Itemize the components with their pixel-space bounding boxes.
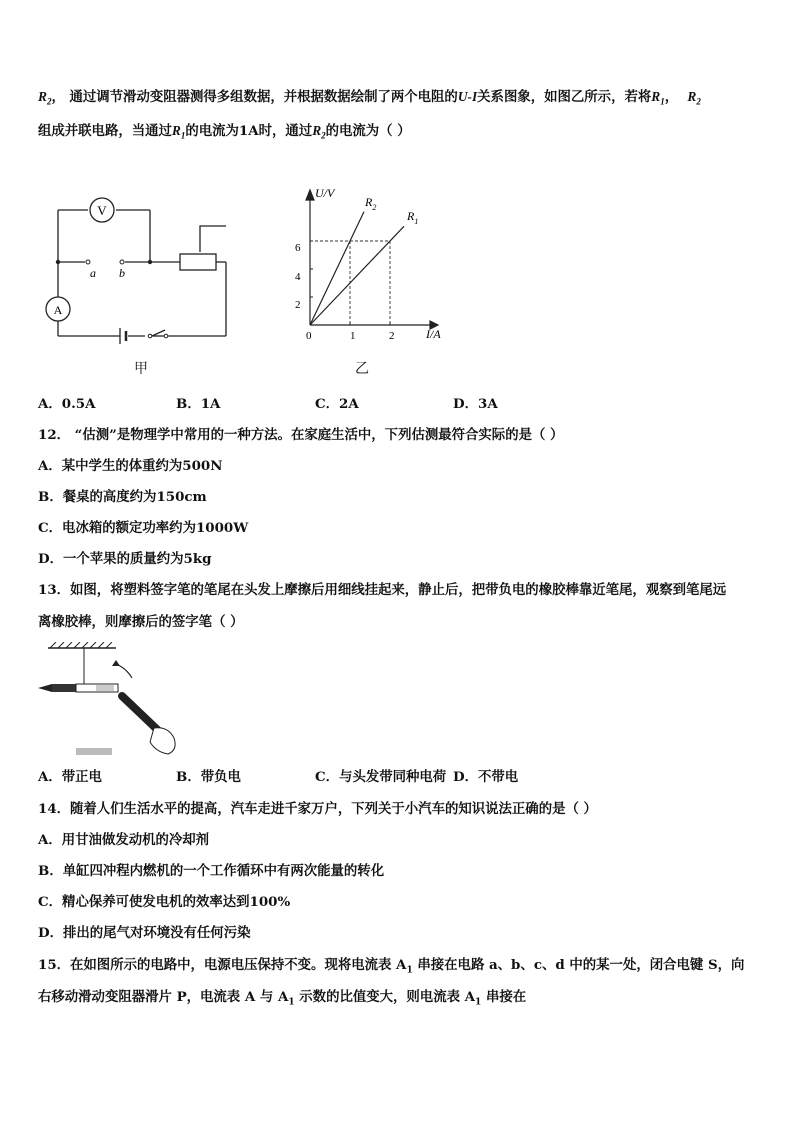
q11-line1: $R_2$， 通过调节滑动变阻器测得多组数据，并根据数据绘制了两个电阻的U-I关系图象，如图乙所示，若将$R_1$， $R_2$ — [38, 89, 701, 107]
fig-caption-jia: 甲 — [134, 361, 148, 377]
q14-option-d[interactable]: D．排出的尾气对环境没有任何污染 — [38, 925, 251, 941]
q13-stem-line2: 离橡胶棒，则摩擦后的签字笔（ ） — [38, 614, 244, 630]
q15-line2: 右移动滑动变阻器滑片 P，电流表 A 与 $A_1$ 示数的比值变大，则电流表 $A_1$ 串接在 — [38, 989, 527, 1008]
pen-rod-figure — [36, 642, 186, 760]
voltmeter-label: V — [97, 203, 107, 218]
x-tick-1: 1 — [350, 330, 356, 342]
q13-option-c[interactable]: C．与头发带同种电荷 — [315, 769, 447, 785]
q13-option-a[interactable]: A．带正电 — [38, 769, 102, 785]
x-axis-label: I/A — [426, 327, 441, 341]
y-tick-4: 4 — [295, 271, 301, 283]
y-tick-6: 6 — [295, 242, 301, 254]
q14-option-b[interactable]: B．单缸四冲程内燃机的一个工作循环中有两次能量的转化 — [38, 863, 385, 879]
q14-option-a[interactable]: A．用甘油做发动机的冷却剂 — [38, 832, 210, 848]
q15-line1: 15．在如图所示的电路中，电源电压保持不变。现将电流表 $A_1$ 串接在电路 a、b、c、d 中的某一处，闭合电键 S，向 — [38, 957, 745, 976]
q11-option-b[interactable]: B．1A — [176, 396, 221, 412]
point-b-label: b — [119, 266, 125, 280]
line-r1-label: $R_1$ — [407, 209, 419, 226]
q12-option-c[interactable]: C．电冰箱的额定功率约为1000W — [38, 520, 249, 536]
fig-caption-yi: 乙 — [355, 361, 369, 377]
y-axis-label: U/V — [315, 186, 335, 200]
series-line-r2 — [310, 212, 364, 325]
q11-option-a[interactable]: A．0.5A — [38, 396, 96, 412]
q11-line2: 组成并联电路，当通过$R_1$的电流为1A时，通过$R_2$的电流为（ ） — [38, 123, 411, 141]
q12-option-b[interactable]: B．餐桌的高度约为150cm — [38, 489, 207, 505]
q14-stem: 14．随着人们生活水平的提高，汽车走进千家万户，下列关于小汽车的知识说法正确的是（ ） — [38, 801, 597, 817]
ammeter-label: A — [53, 303, 63, 317]
x-tick-0: 0 — [306, 330, 312, 342]
x-tick-2: 2 — [389, 330, 395, 342]
q11-option-d[interactable]: D．3A — [453, 396, 498, 412]
q12-option-a[interactable]: A．某中学生的体重约为500N — [38, 458, 223, 474]
ui-graph-yi — [290, 180, 460, 355]
y-tick-2: 2 — [295, 299, 301, 311]
circuit-diagram-jia — [40, 190, 240, 350]
q13-option-b[interactable]: B．带负电 — [176, 769, 241, 785]
q13-option-d[interactable]: D．不带电 — [453, 769, 519, 785]
point-a-label: a — [90, 266, 96, 280]
q11-option-c[interactable]: C．2A — [315, 396, 359, 412]
q13-stem-line1: 13．如图，将塑料签字笔的笔尾在头发上摩擦后用细线挂起来，静止后，把带负电的橡胶棒靠近笔尾，观察到笔尾远 — [38, 582, 727, 598]
line-r2-label: $R_2$ — [365, 195, 377, 212]
q12-stem: 12． “估测”是物理学中常用的一种方法。在家庭生活中，下列估测最符合实际的是（ ） — [38, 427, 564, 443]
q14-option-c[interactable]: C．精心保养可使发电机的效率达到100% — [38, 894, 291, 910]
q12-option-d[interactable]: D．一个苹果的质量约为5kg — [38, 551, 212, 567]
